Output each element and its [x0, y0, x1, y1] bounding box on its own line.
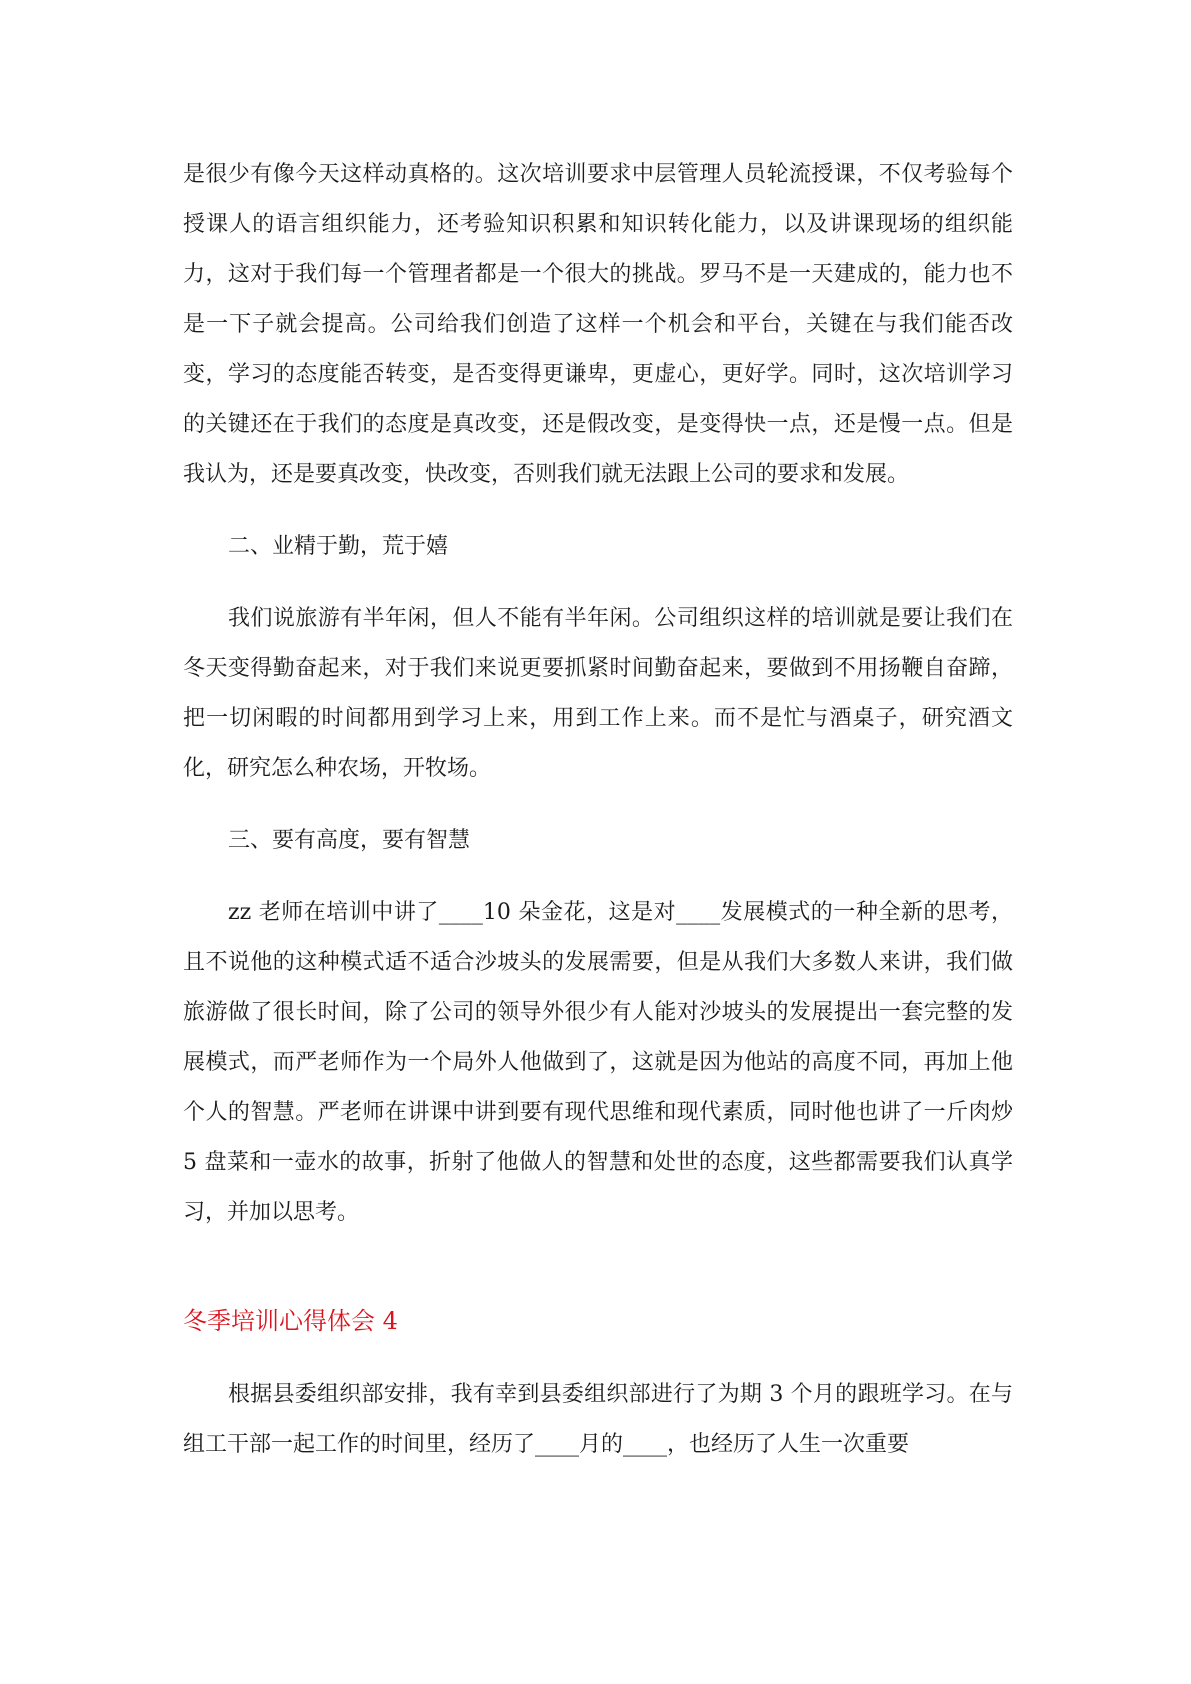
document-page — [183, 150, 1013, 1470]
paragraph-spacer — [183, 866, 1013, 888]
paragraph-spacer — [183, 500, 1013, 522]
body-paragraph: 是很少有像今天这样动真格的。这次培训要求中层管理人员轮流授课，不仅考验每个授课人的语言组织能力，还考验知识积累和知识转化能力，以及讲课现场的组织能力，这对于我们每一个管理者都是一个很大的挑战。罗马不是一天建成的，能力也不是一下子就会提高。公司给我们创造了这样一个机会和平台，关键在与我们能否改变，学习的态度能否转变，是否变得更谦卑，更虚心，更好学。同时，这次培训学习的关键还在于我们的态度是真改变，还是假改变，是变得快一点，还是慢一点。但是我认为，还是要真改变，快改变，否则我们就无法跟上公司的要求和发展。 — [183, 162, 1013, 487]
body-paragraph: 我们说旅游有半年闲，但人不能有半年闲。公司组织这样的培训就是要让我们在冬天变得勤奋起来，对于我们来说更要抓紧时间勤奋起来，要做到不用扬鞭自奋蹄，把一切闲暇的时间都用到学习上来，用到工作上来。而不是忙与酒桌子，研究酒文化，研究怎么种农场，开牧场。 — [183, 606, 1013, 781]
body-paragraph: zz 老师在培训中讲了____10 朵金花，这是对____发展模式的一种全新的思考，且不说他的这种模式适不适合沙坡头的发展需要，但是从我们大多数人来讲，我们做旅游做了很长时间，除了公司的领导外很少有人能对沙坡头的发展提出一套完整的发展模式，而严老师作为一个局外人他做到了，这就是因为他站的高度不同，再加上他个人的智慧。严老师在讲课中讲到要有现代思维和现代素质，同时他也讲了一斤肉炒 5 盘菜和一壶水的故事，折射了他做人的智慧和处世的态度，这些都需要我们认真学习，并加以思考。 — [183, 900, 1013, 1225]
body-paragraph: 根据县委组织部安排，我有幸到县委组织部进行了为期 3 个月的跟班学习。在与组工干部一起工作的时间里，经历了____月的____，也经历了人生一次重要 — [183, 1382, 1013, 1457]
subheading-wisdom: 三、要有高度，要有智慧 — [228, 828, 471, 853]
paragraph-spacer — [183, 572, 1013, 594]
section-spacer — [183, 1238, 1013, 1296]
paragraph-spacer — [183, 794, 1013, 816]
subheading-diligence: 二、业精于勤，荒于嬉 — [228, 534, 449, 559]
section-title: 冬季培训心得体会 4 — [183, 1307, 398, 1335]
paragraph-spacer — [183, 1346, 1013, 1370]
